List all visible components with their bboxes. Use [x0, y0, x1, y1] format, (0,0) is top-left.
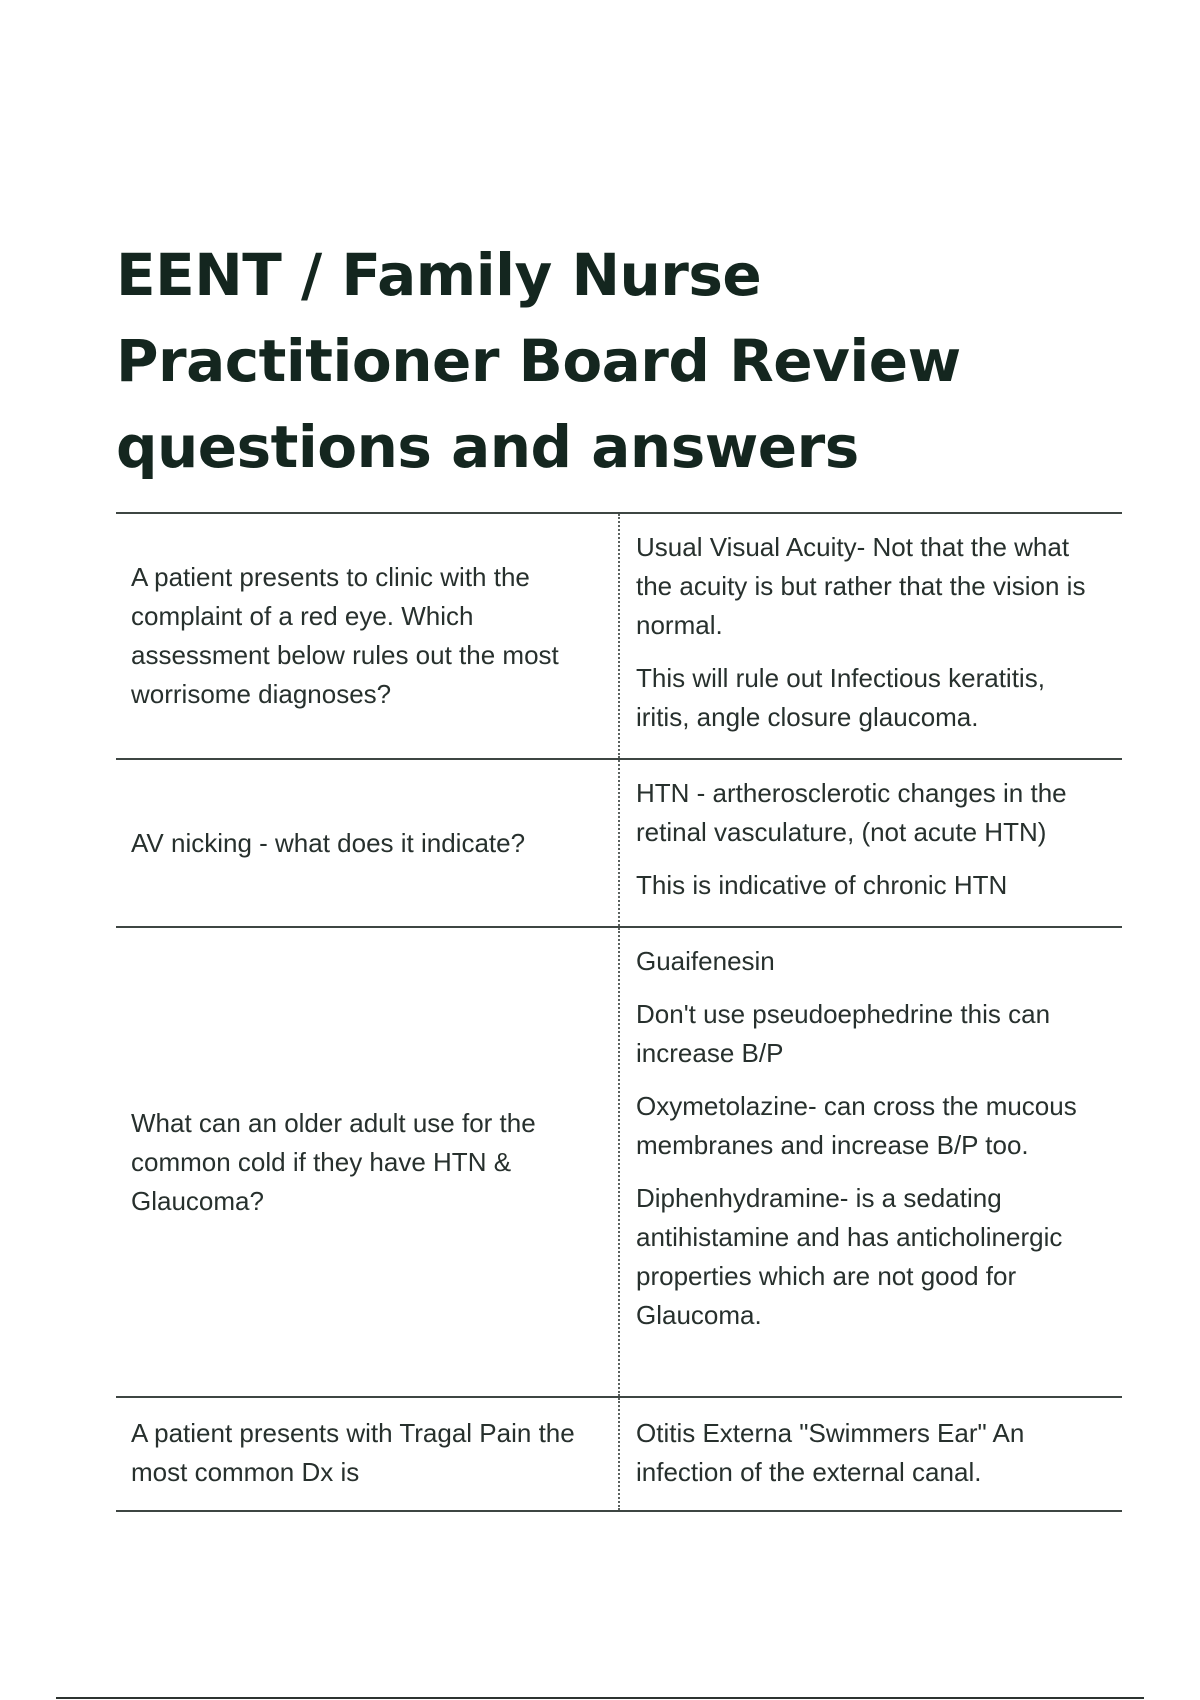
answer-text: Diphenhydramine- is a sedating antihistamine and has anticholinergic properties which are not good for Glaucoma.	[636, 1183, 1063, 1330]
qa-row	[116, 514, 1122, 760]
page-divider	[56, 1697, 1144, 1699]
question-cell	[116, 514, 618, 758]
qa-row	[116, 928, 1122, 1398]
qa-row	[116, 760, 1122, 928]
answer-text: This will rule out Infectious keratitis, iritis, angle closure glaucoma.	[636, 663, 1045, 732]
title-line: Practitioner Board Review	[116, 327, 961, 395]
question-text: A patient presents with Tragal Pain the most common Dx is	[131, 1418, 575, 1487]
question-text: AV nicking - what does it indicate?	[131, 827, 526, 858]
answer-cell	[618, 760, 1122, 926]
answer-text: Usual Visual Acuity- Not that the what the acuity is but rather that the vision is normal.	[636, 532, 1086, 640]
answer-cell	[618, 928, 1122, 1396]
title-line: EENT / Family Nurse	[116, 241, 762, 309]
answer-text: This is indicative of chronic HTN	[636, 870, 1008, 900]
title-line: questions and answers	[116, 413, 859, 481]
question-text: What can an older adult use for the common cold if they have HTN & Glaucoma?	[131, 1107, 536, 1216]
answer-text: Don't use pseudoephedrine this can increase B/P	[636, 999, 1051, 1068]
question-text: A patient presents to clinic with the complaint of a red eye. Which assessment below rules out the most worrisome diagnoses?	[131, 562, 559, 709]
document-title	[116, 232, 1016, 490]
answer-text: Guaifenesin	[636, 946, 775, 976]
question-cell	[116, 1398, 618, 1510]
answer-cell	[618, 514, 1122, 758]
answer-text: Otitis Externa "Swimmers Ear" An infection of the external canal.	[636, 1418, 1025, 1487]
qa-row	[116, 1398, 1122, 1512]
answer-text: HTN - artherosclerotic changes in the retinal vasculature, (not acute HTN)	[636, 778, 1067, 847]
qa-table	[116, 512, 1122, 1512]
answer-cell	[618, 1398, 1122, 1510]
answer-text: Oxymetolazine- can cross the mucous membranes and increase B/P too.	[636, 1091, 1077, 1160]
question-cell	[116, 760, 618, 926]
question-cell	[116, 928, 618, 1396]
